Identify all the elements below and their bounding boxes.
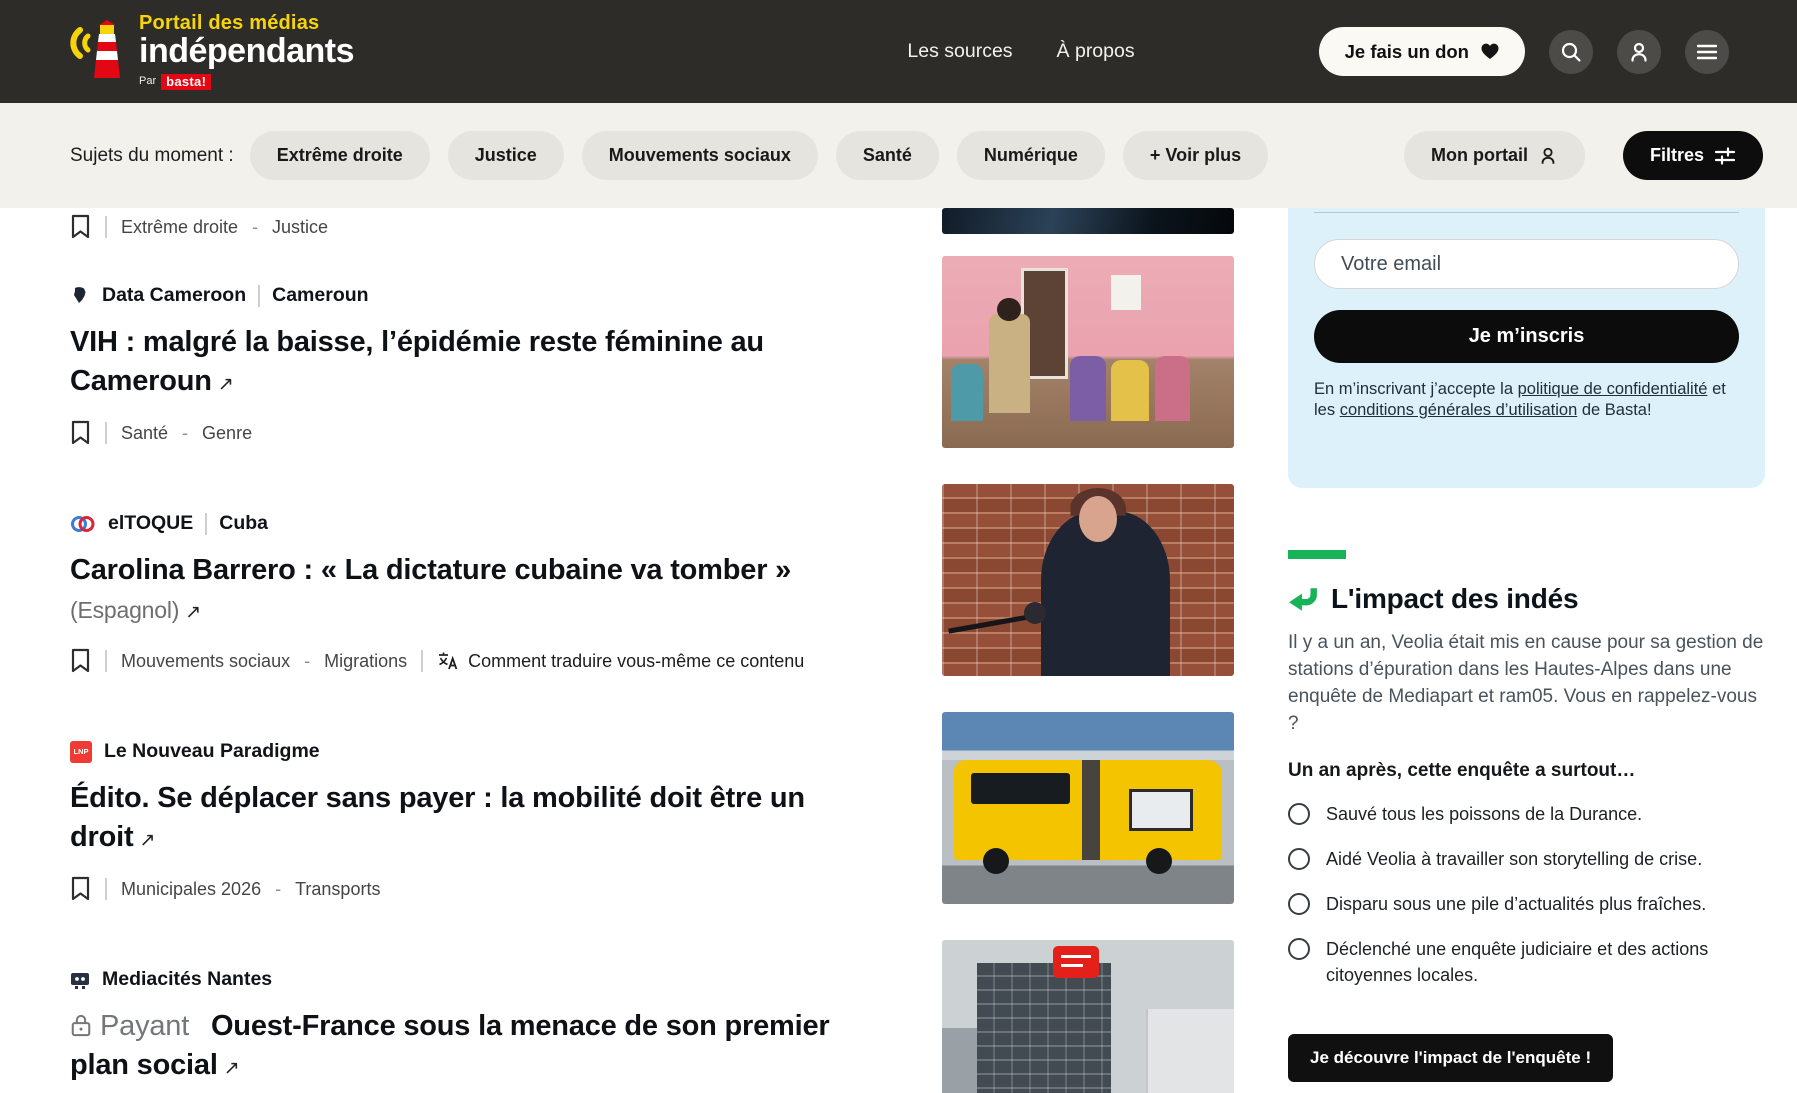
nav-a-propos[interactable]: À propos bbox=[1056, 40, 1135, 62]
tag-link[interactable]: Migrations bbox=[324, 650, 408, 671]
main-nav bbox=[907, 40, 1134, 63]
bookmark-button[interactable] bbox=[70, 648, 91, 674]
article-row bbox=[70, 940, 1234, 1093]
article-headline[interactable]: VIH : malgré la baisse, l’épidémie reste féminine au Cameroun ↗ bbox=[70, 326, 764, 397]
nav-les-sources[interactable]: Les sources bbox=[907, 40, 1013, 62]
poll-option[interactable]: Disparu sous une pile d’actualités plus fraîches. bbox=[1288, 892, 1765, 917]
lock-icon bbox=[70, 1012, 92, 1038]
donate-button[interactable] bbox=[1319, 27, 1525, 76]
topics-label: Sujets du moment : bbox=[70, 144, 234, 166]
source-name[interactable]: elTOQUE bbox=[108, 512, 194, 534]
article-feed bbox=[70, 208, 1234, 1093]
bookmark-button[interactable] bbox=[70, 420, 91, 446]
hamburger-icon bbox=[1697, 44, 1717, 60]
topic-pill-numerique[interactable]: Numérique bbox=[957, 131, 1105, 180]
filters-sliders-icon bbox=[1714, 145, 1736, 167]
bookmark-icon bbox=[70, 876, 91, 902]
heart-icon bbox=[1481, 43, 1499, 60]
lnp-icon: LNP bbox=[70, 741, 92, 763]
topic-pill-mouvements-sociaux[interactable]: Mouvements sociaux bbox=[582, 131, 818, 180]
language-note: (Espagnol) bbox=[70, 596, 180, 623]
menu-button[interactable] bbox=[1685, 30, 1729, 74]
donate-label: Je fais un don bbox=[1344, 40, 1469, 62]
user-icon bbox=[1628, 41, 1650, 63]
radio-button[interactable] bbox=[1288, 803, 1310, 825]
filters-button[interactable]: Filtres bbox=[1623, 131, 1763, 180]
main-content bbox=[0, 208, 1797, 1093]
topics-bar bbox=[0, 103, 1797, 208]
tag-link[interactable]: Mouvements sociaux bbox=[121, 650, 291, 671]
radio-button[interactable] bbox=[1288, 848, 1310, 870]
tag-link[interactable]: Extrême droite bbox=[121, 216, 239, 237]
see-more-topics-button[interactable]: + Voir plus bbox=[1123, 131, 1268, 180]
radio-button[interactable] bbox=[1288, 938, 1310, 960]
article-row: Extrême droite - Justice bbox=[70, 208, 1234, 240]
bookmark-icon bbox=[70, 648, 91, 674]
region-tag[interactable]: Cuba bbox=[219, 512, 268, 534]
section-accent-bar bbox=[1288, 550, 1346, 559]
article-headline[interactable]: Édito. Se déplacer sans payer : la mobilité doit être un droit ↗ bbox=[70, 782, 805, 853]
data-cameroon-icon bbox=[70, 286, 90, 306]
article-thumbnail[interactable] bbox=[942, 256, 1234, 448]
translate-help-link[interactable]: Comment traduire vous-même ce contenu bbox=[437, 651, 804, 672]
newsletter-panel bbox=[1288, 208, 1765, 488]
tag-link[interactable]: Genre bbox=[202, 422, 253, 443]
article-row: elTOQUE Cuba Carolina Barrero : « La dictature cubaine va tomber » (Espagnol) ↗ Mouvements sociaux - Migrations Comment traduire vous-même ce contenu bbox=[70, 484, 1234, 676]
logo-byline: Par bbox=[139, 75, 157, 88]
article-headline[interactable]: Payant Ouest-France sous la menace de son premier plan social ↗ bbox=[70, 1010, 830, 1081]
topic-pill-justice[interactable]: Justice bbox=[448, 131, 564, 180]
poll-option[interactable]: Déclenché une enquête judiciaire et des actions citoyennes locales. bbox=[1288, 937, 1765, 987]
article-thumbnail[interactable] bbox=[942, 940, 1234, 1093]
return-arrow-icon bbox=[1288, 584, 1318, 614]
logo-line2: indépendants bbox=[139, 31, 355, 70]
email-input[interactable] bbox=[1314, 239, 1739, 289]
bookmark-icon bbox=[70, 214, 91, 240]
bookmark-button[interactable] bbox=[70, 876, 91, 902]
external-link-icon: ↗ bbox=[139, 829, 156, 851]
poll-option[interactable]: Sauvé tous les poissons de la Durance. bbox=[1288, 802, 1765, 827]
topic-pill-sante[interactable]: Santé bbox=[836, 131, 939, 180]
logo-line1: Portail des médias bbox=[139, 11, 320, 34]
tag-link[interactable]: Municipales 2026 bbox=[121, 878, 262, 899]
impact-poll bbox=[1288, 802, 1765, 988]
paywall-label: Payant bbox=[100, 1010, 190, 1042]
lighthouse-icon bbox=[70, 14, 124, 88]
portal-user-icon bbox=[1538, 146, 1558, 166]
bookmark-icon bbox=[70, 420, 91, 446]
impact-title: L'impact des indés bbox=[1331, 583, 1579, 614]
search-button[interactable] bbox=[1549, 30, 1593, 74]
article-row: LNP Le Nouveau Paradigme Édito. Se déplacer sans payer : la mobilité doit être un droit ↗ Municipales 2026 - Transports bbox=[70, 712, 1234, 904]
site-logo[interactable] bbox=[70, 13, 354, 90]
article-thumbnail[interactable] bbox=[942, 484, 1234, 676]
impact-cta-button[interactable]: Je découvre l'impact de l'enquête ! bbox=[1288, 1034, 1613, 1082]
external-link-icon: ↗ bbox=[217, 373, 234, 395]
source-name[interactable]: Mediacités Nantes bbox=[102, 968, 273, 990]
article-thumbnail[interactable] bbox=[942, 712, 1234, 904]
account-button[interactable] bbox=[1617, 30, 1661, 74]
topic-pill-extreme-droite[interactable]: Extrême droite bbox=[250, 131, 430, 180]
ouest-france-sign bbox=[1053, 946, 1099, 978]
impact-section bbox=[1288, 550, 1765, 1082]
basta-brand: basta! bbox=[161, 74, 211, 91]
region-tag[interactable]: Cameroun bbox=[272, 284, 369, 306]
eltoque-icon bbox=[70, 514, 96, 534]
search-icon bbox=[1560, 41, 1582, 63]
poll-option[interactable]: Aidé Veolia à travailler son storytelling de crise. bbox=[1288, 847, 1765, 872]
tag-link[interactable]: Transports bbox=[295, 878, 381, 899]
external-link-icon: ↗ bbox=[185, 601, 201, 623]
privacy-policy-link[interactable]: politique de confidentialité bbox=[1517, 380, 1708, 398]
impact-intro: Il y a un an, Veolia était mis en cause pour sa gestion de stations d’épuration dans les Hautes-Alpes dans une enquête de Mediapart et ram05. Vous en rappelez-vous ? bbox=[1288, 632, 1764, 734]
tag-link[interactable]: Santé bbox=[121, 422, 169, 443]
article-headline[interactable]: Carolina Barrero : « La dictature cubaine va tomber » (Espagnol) ↗ bbox=[70, 554, 792, 623]
sidebar bbox=[1288, 208, 1765, 1093]
source-name[interactable]: Data Cameroon bbox=[102, 284, 247, 306]
site-header bbox=[0, 0, 1797, 103]
translate-icon bbox=[437, 651, 458, 671]
radio-button[interactable] bbox=[1288, 893, 1310, 915]
impact-question: Un an après, cette enquête a surtout… bbox=[1288, 759, 1636, 781]
bookmark-button[interactable] bbox=[70, 214, 91, 240]
newsletter-subscribe-button[interactable]: Je m’inscris bbox=[1314, 310, 1739, 363]
tag-link[interactable]: Justice bbox=[272, 216, 329, 237]
my-portal-button[interactable]: Mon portail bbox=[1404, 131, 1585, 180]
mediacites-icon bbox=[70, 970, 90, 990]
newsletter-legal-text: En m’inscrivant j’accepte la politique de confidentialité et les conditions générales d’utilisation de Basta! bbox=[1314, 380, 1726, 419]
external-link-icon: ↗ bbox=[223, 1057, 240, 1079]
article-thumbnail[interactable] bbox=[942, 208, 1234, 234]
terms-link[interactable]: conditions générales d’utilisation bbox=[1339, 400, 1578, 419]
article-row: Data Cameroon Cameroun VIH : malgré la baisse, l’épidémie reste féminine au Cameroun ↗ Santé - Genre bbox=[70, 256, 1234, 448]
source-name[interactable]: Le Nouveau Paradigme bbox=[104, 740, 320, 762]
